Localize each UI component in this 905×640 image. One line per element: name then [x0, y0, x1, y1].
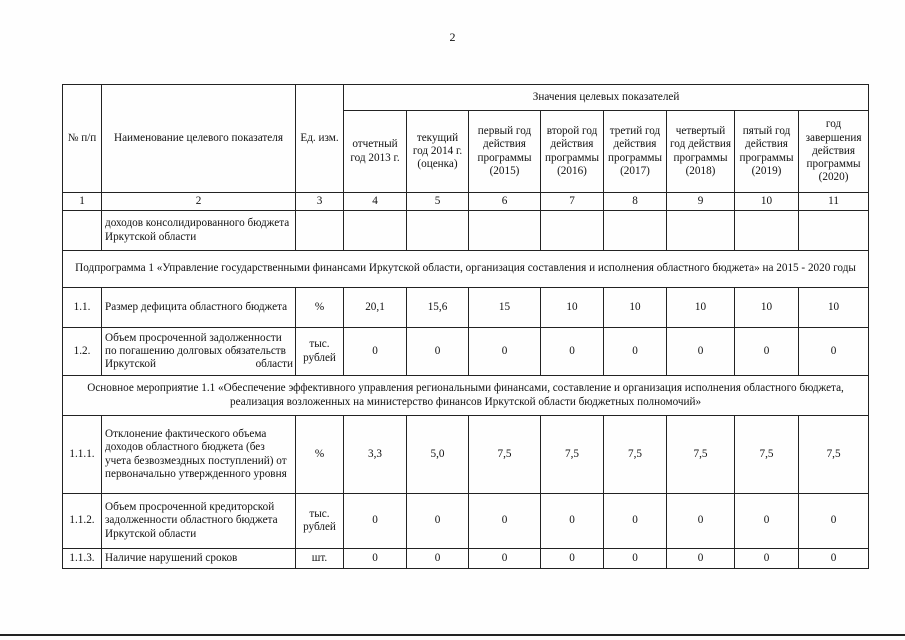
indicator-unit: тыс. рублей	[296, 328, 344, 376]
header-year-2019: пятый год действия программы (2019)	[735, 111, 799, 193]
value-cell: 0	[469, 328, 541, 376]
column-number: 10	[735, 193, 799, 211]
header-name: Наименование целевого показателя	[102, 85, 296, 193]
row-num: 1.1.	[63, 288, 102, 328]
header-year-2017: третий год действия программы (2017)	[604, 111, 667, 193]
row-num: 1.1.1.	[63, 416, 102, 494]
value-cell: 10	[604, 288, 667, 328]
value-cell: 0	[541, 328, 604, 376]
indicator-name: Объем просроченной кредиторской задолженности областного бюджета Иркутской области	[102, 494, 296, 549]
column-number: 4	[344, 193, 407, 211]
value-cell: 0	[604, 328, 667, 376]
value-cell: 0	[407, 328, 469, 376]
header-year-2020: год завершения действия программы (2020)	[799, 111, 869, 193]
table-row	[63, 288, 869, 328]
value-cell: 0	[799, 494, 869, 549]
value-cell: 0	[344, 328, 407, 376]
value-cell: 5,0	[407, 416, 469, 494]
indicator-unit: тыс. рублей	[296, 494, 344, 549]
value-cell: 0	[541, 494, 604, 549]
indicator-unit: %	[296, 288, 344, 328]
value-cell: 0	[667, 328, 735, 376]
value-cell: 10	[735, 288, 799, 328]
column-number: 5	[407, 193, 469, 211]
header-year-2014: текущий год 2014 г. (оценка)	[407, 111, 469, 193]
value-cell: 10	[541, 288, 604, 328]
value-cell: 0	[407, 494, 469, 549]
value-cell: 20,1	[344, 288, 407, 328]
indicator-name: Размер дефицита областного бюджета	[102, 288, 296, 328]
column-number: 6	[469, 193, 541, 211]
table-row	[63, 328, 869, 376]
column-number: 7	[541, 193, 604, 211]
header-values-group: Значения целевых показателей	[344, 85, 869, 111]
value-cell: 0	[407, 549, 469, 569]
header-year-2018: четвертый год действия программы (2018)	[667, 111, 735, 193]
scan-edge-line	[0, 634, 905, 636]
target-indicators-table	[62, 84, 869, 569]
page-number: 2	[449, 30, 456, 44]
value-cell: 7,5	[469, 416, 541, 494]
value-cell: 0	[541, 549, 604, 569]
value-cell: 0	[344, 494, 407, 549]
indicator-name: Наличие нарушений сроков	[102, 549, 296, 569]
value-cell: 0	[604, 494, 667, 549]
value-cell: 0	[799, 549, 869, 569]
column-number: 2	[102, 193, 296, 211]
column-number: 9	[667, 193, 735, 211]
column-number: 1	[63, 193, 102, 211]
header-year-2015: первый год действия программы (2015)	[469, 111, 541, 193]
value-cell: 10	[799, 288, 869, 328]
column-number: 3	[296, 193, 344, 211]
value-cell: 10	[667, 288, 735, 328]
value-cell: 0	[667, 494, 735, 549]
value-cell: 0	[735, 494, 799, 549]
row-num: 1.2.	[63, 328, 102, 376]
table-row	[63, 494, 869, 549]
value-cell: 7,5	[604, 416, 667, 494]
indicator-name: Отклонение фактического объема доходов областного бюджета (без учета безвозмездных поступлений) от первоначально утвержденного уровня	[102, 416, 296, 494]
subprogram-title: Подпрограмма 1 «Управление государственными финансами Иркутской области, организация составления и исполнения областного бюджета» на 2015 - 2020 годы	[63, 251, 869, 288]
indicator-name: Объем просроченной задолженности по погашению долговых обязательств Иркутской области	[102, 328, 296, 376]
row-num: 1.1.3.	[63, 549, 102, 569]
indicator-name: доходов консолидированного бюджета Иркутской области	[102, 211, 296, 251]
value-cell: 0	[799, 328, 869, 376]
value-cell: 7,5	[799, 416, 869, 494]
value-cell: 7,5	[735, 416, 799, 494]
column-number: 11	[799, 193, 869, 211]
value-cell: 0	[469, 549, 541, 569]
column-number: 8	[604, 193, 667, 211]
header-unit: Ед. изм.	[296, 85, 344, 193]
value-cell: 0	[344, 549, 407, 569]
value-cell: 7,5	[541, 416, 604, 494]
value-cell: 0	[469, 494, 541, 549]
value-cell: 15,6	[407, 288, 469, 328]
header-num: № п/п	[63, 85, 102, 193]
table-row	[63, 549, 869, 569]
value-cell: 7,5	[667, 416, 735, 494]
value-cell: 0	[604, 549, 667, 569]
main-activity-title: Основное мероприятие 1.1 «Обеспечение эффективного управления региональными финансами, составление и организация исполнения областного бюджета, реализация возложенных на министерство финансов Иркутской области бюджетных полномочий»	[63, 376, 869, 416]
value-cell: 3,3	[344, 416, 407, 494]
table-row	[63, 416, 869, 494]
indicator-unit: шт.	[296, 549, 344, 569]
header-year-2016: второй год действия программы (2016)	[541, 111, 604, 193]
row-num: 1.1.2.	[63, 494, 102, 549]
indicator-unit: %	[296, 416, 344, 494]
value-cell: 0	[667, 549, 735, 569]
table-row	[63, 211, 869, 251]
header-year-2013: отчетный год 2013 г.	[344, 111, 407, 193]
value-cell: 15	[469, 288, 541, 328]
value-cell: 0	[735, 549, 799, 569]
value-cell: 0	[735, 328, 799, 376]
